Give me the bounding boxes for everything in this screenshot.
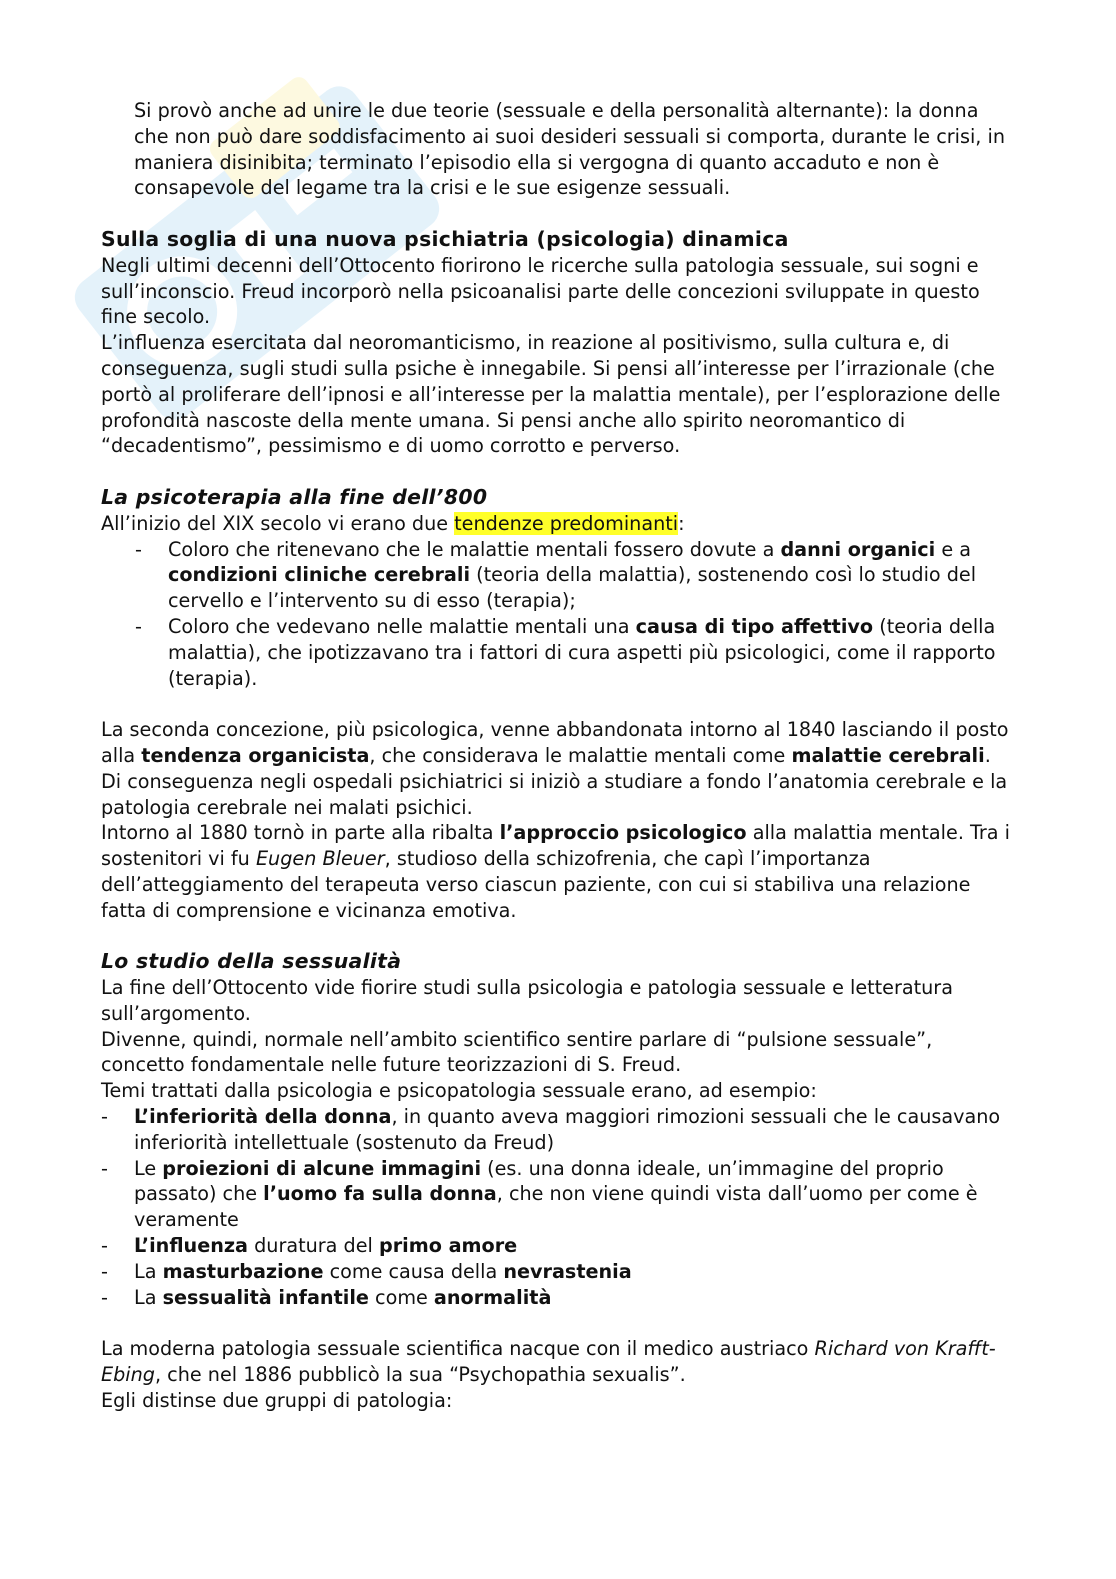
paragraph: Intorno al 1880 tornò in parte alla ribalta l’approccio psicologico alla malattia mentale. Tra i sostenitori vi fu Eugen Bleuer, studioso della schizofrenia, che capì l’importanza dell’atteggiamento del terapeuta verso ciascun paziente, con cui si stabiliva una relazione fatta di comprensione e vicinanza emotiva.: [101, 821, 1010, 922]
paragraph: La fine dell’Ottocento vide fiorire studi sulla psicologia e patologia sessuale e letteratura sull’argomento.: [101, 976, 953, 1025]
list-item: - La masturbazione come causa della nevrastenia: [101, 1259, 1016, 1285]
paragraph: L’influenza esercitata dal neoromanticismo, in reazione al positivismo, sulla cultura e, di conseguenza, sugli studi sulla psiche è innegabile. Si pensi all’interesse per l’irrazionale (che portò al proliferare dell’ipnosi e all’interesse per la malattia mentale), per l’esplorazione delle profondità nascoste della mente umana. Si pensi anche allo spirito neoromantico di “decadentismo”, pessimismo e di uomo corrotto e perverso.: [101, 331, 1001, 458]
list-item: - Coloro che ritenevano che le malattie mentali fossero dovute a danni organici e a condizioni cliniche cerebrali (teoria della malattia), sostenendo così lo studio del cervello e l’intervento su di esso (terapia);: [101, 537, 1016, 614]
list-item: - La sessualità infantile come anormalità: [101, 1285, 1016, 1311]
paragraph: La seconda concezione, più psicologica, venne abbandonata intorno al 1840 lasciando il posto alla tendenza organicista, che considerava le malattie mentali come malattie cerebrali. Di conseguenza negli ospedali psichiatrici si iniziò a studiare a fondo l’anatomia cerebrale e la patologia cerebrale nei malati psichici.: [101, 718, 1009, 819]
bullet-list: [101, 537, 1016, 692]
document-page: [101, 98, 1016, 1414]
paragraph: Negli ultimi decenni dell’Ottocento fiorirono le ricerche sulla patologia sessuale, sui sogni e sull’inconscio. Freud incorporò nella psicoanalisi parte delle concezioni sviluppate in questo fine secolo.: [101, 253, 980, 329]
section-heading-psichiatria-dinamica: Sulla soglia di una nuova psichiatria (psicologia) dinamica: [101, 226, 789, 251]
intro-paragraph: Si provò anche ad unire le due teorie (sessuale e della personalità alternante): la donna che non può dare soddisfacimento ai suoi desideri sessuali si comporta, durante le crisi, in maniera disinibita; terminato l’episodio ella si vergogna di quanto accaduto e non è consapevole del legame tra la crisi e le sue esigenze sessuali.: [134, 99, 1005, 200]
list-item: - Coloro che vedevano nelle malattie mentali una causa di tipo affettivo (teoria della malattia), che ipotizzavano tra i fattori di cura aspetti più psicologici, come il rapporto (terapia).: [101, 614, 1016, 691]
highlighted-text: tendenze predominanti: [454, 511, 679, 535]
paragraph: Egli distinse due gruppi di patologia:: [101, 1388, 453, 1412]
bullet-list: [101, 1104, 1016, 1310]
section-heading-sessualita: Lo studio della sessualità: [101, 949, 402, 974]
section-heading-psicoterapia: La psicoterapia alla fine dell’800: [101, 484, 488, 509]
paragraph: La moderna patologia sessuale scientifica nacque con il medico austriaco Richard von Krafft-Ebing, che nel 1886 pubblicò la sua “Psychopathia sexualis”.: [101, 1337, 996, 1387]
paragraph: All’inizio del XIX secolo vi erano due tendenze predominanti:: [101, 511, 685, 535]
list-item: - L’influenza duratura del primo amore: [101, 1233, 1016, 1259]
list-item: - L’inferiorità della donna, in quanto aveva maggiori rimozioni sessuali che le causavano inferiorità intellettuale (sostenuto da Freud): [101, 1104, 1016, 1156]
paragraph: Divenne, quindi, normale nell’ambito scientifico sentire parlare di “pulsione sessuale”, concetto fondamentale nelle future teorizzazioni di S. Freud.: [101, 1027, 933, 1077]
list-item: - Le proiezioni di alcune immagini (es. una donna ideale, un’immagine del proprio passato) che l’uomo fa sulla donna, che non viene quindi vista dall’uomo per come è veramente: [101, 1156, 1016, 1233]
paragraph: Temi trattati dalla psicologia e psicopatologia sessuale erano, ad esempio:: [101, 1079, 817, 1103]
